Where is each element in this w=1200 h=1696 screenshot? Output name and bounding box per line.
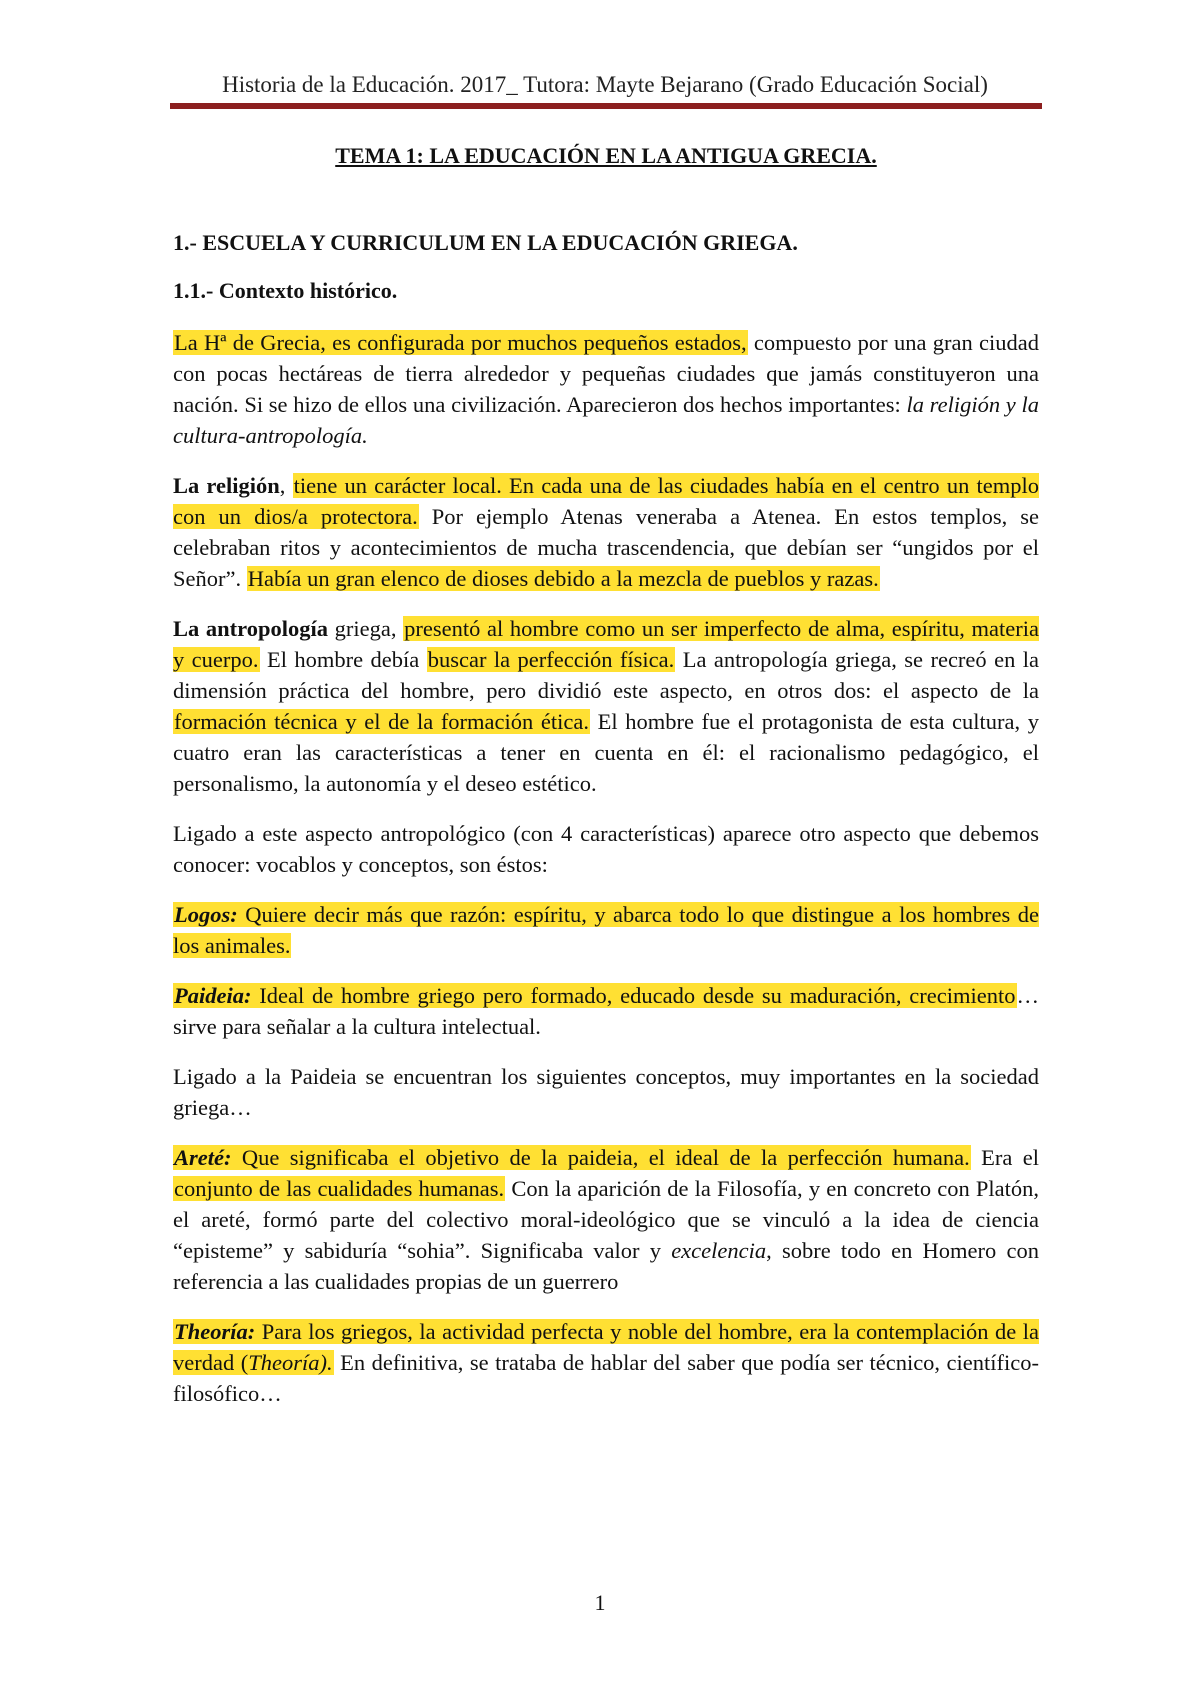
section-title: 1.- ESCUELA Y CURRICULUM EN LA EDUCACIÓN GRIEGA. xyxy=(173,230,798,255)
text-run: , xyxy=(279,473,293,498)
text-run: , sobre todo en Homero con referencia a las cualidades propias de un guerrero xyxy=(173,1238,1039,1294)
text-run: Por ejemplo Atenas veneraba a Atenea. En estos templos, se celebraban ritos y acontecimientos de mucha trascendencia, que debían ser “ungidos por el Señor”. xyxy=(173,504,1039,591)
paragraph-logos xyxy=(173,899,1039,961)
document-title: TEMA 1: LA EDUCACIÓN EN LA ANTIGUA GRECIA. xyxy=(335,143,877,168)
page-content xyxy=(173,143,1039,1428)
text-run: Con la aparición de la Filosofía, y en concreto con Platón, el areté, formó parte del colectivo moral-ideológico que se vinculó a la idea de ciencia “episteme” y sabiduría “sohia”. Significaba valor y xyxy=(173,1176,1040,1263)
highlight: La Hª de Grecia, es configurada por muchos pequeños estados, xyxy=(174,330,747,355)
term-paideia: Paideia: xyxy=(174,983,252,1008)
text-run: Que significaba el objetivo de la paideia, el ideal de la perfección humana. xyxy=(231,1145,970,1170)
highlight xyxy=(173,983,1017,1008)
term-arete: Areté: xyxy=(174,1145,232,1170)
page-number: 1 xyxy=(594,1590,606,1615)
subsection-title: 1.1.- Contexto histórico. xyxy=(173,278,398,303)
paragraph-paideia xyxy=(173,980,1039,1042)
text-run: Ideal de hombre griego pero formado, educado desde su maduración, crecimiento xyxy=(251,983,1016,1008)
term-logos: Logos: xyxy=(174,902,238,927)
highlight xyxy=(173,1145,971,1170)
running-header: Historia de la Educación. 2017_ Tutora: Mayte Bejarano (Grado Educación Social) xyxy=(222,72,988,97)
text-run: El hombre fue el protagonista de esta cultura, y cuatro eran las características a tener en cuenta en él: el racionalismo pedagógico, el personalismo, la autonomía y el deseo estético. xyxy=(173,709,1039,796)
text-run: Ligado a este aspecto antropológico (con 4 características) aparece otro aspecto que debemos conocer: vocablos y conceptos, son éstos: xyxy=(173,821,1039,877)
text-run: Quiere decir más que razón: espíritu, y abarca todo lo que distingue a los hombres de los animales. xyxy=(173,902,1039,958)
paragraph-religion xyxy=(173,470,1039,594)
text-run: compuesto por una gran ciudad con pocas hectáreas de tierra alrededor y pequeñas ciudades que jamás constituyeron una nación. Si se hizo de ellos una civilización. Aparecieron dos hechos importantes: xyxy=(173,330,1039,417)
paragraph-arete xyxy=(173,1142,1039,1297)
text-run: En definitiva, se trataba de hablar del saber que podía ser técnico, científico-filosófico… xyxy=(173,1350,1039,1406)
highlight xyxy=(173,902,1039,958)
highlight: presentó al hombre como un ser imperfecto de alma, espíritu, materia y cuerpo. xyxy=(173,616,1040,672)
paragraph-historia xyxy=(173,327,1039,451)
bold-term: La antropología xyxy=(173,616,328,641)
highlight: buscar la perfección física. xyxy=(427,647,675,672)
text-run: Ligado a la Paideia se encuentran los siguientes conceptos, muy importantes en la sociedad griega… xyxy=(173,1064,1039,1120)
highlight: formación técnica y el de la formación ética. xyxy=(174,709,589,734)
term-theoria: Theoría: xyxy=(174,1319,256,1344)
paragraph-antropologia xyxy=(173,613,1039,799)
highlight: tiene un carácter local. En cada una de las ciudades había en el centro un templo con un dios/a protectora. xyxy=(173,473,1040,529)
text-run: El hombre debía xyxy=(259,647,427,672)
italic-text: excelencia xyxy=(671,1238,767,1263)
text-run: Para los griegos, la actividad perfecta y noble del hombre, era la contemplación de la verdad ( xyxy=(173,1319,1039,1375)
text-run: Era el xyxy=(970,1145,1039,1170)
paragraph-ligado-paideia xyxy=(173,1061,1039,1123)
bold-term: La religión xyxy=(173,473,280,498)
italic-text: la religión y la cultura-antropología. xyxy=(173,392,1039,448)
text-run: griega, xyxy=(328,616,404,641)
header-rule xyxy=(170,103,1042,109)
paragraph-theoria xyxy=(173,1316,1039,1409)
text-run: … sirve para señalar a la cultura intelectual. xyxy=(173,983,1039,1039)
italic-text: Theoría). xyxy=(248,1350,333,1375)
highlight: Había un gran elenco de dioses debido a la mezcla de pueblos y razas. xyxy=(247,566,879,591)
highlight: conjunto de las cualidades humanas. xyxy=(174,1176,505,1201)
text-run: La antropología griega, se recreó en la dimensión práctica del hombre, pero dividió este aspecto, en otros dos: el aspecto de la xyxy=(173,647,1039,703)
paragraph-ligado-antropologico xyxy=(173,818,1039,880)
